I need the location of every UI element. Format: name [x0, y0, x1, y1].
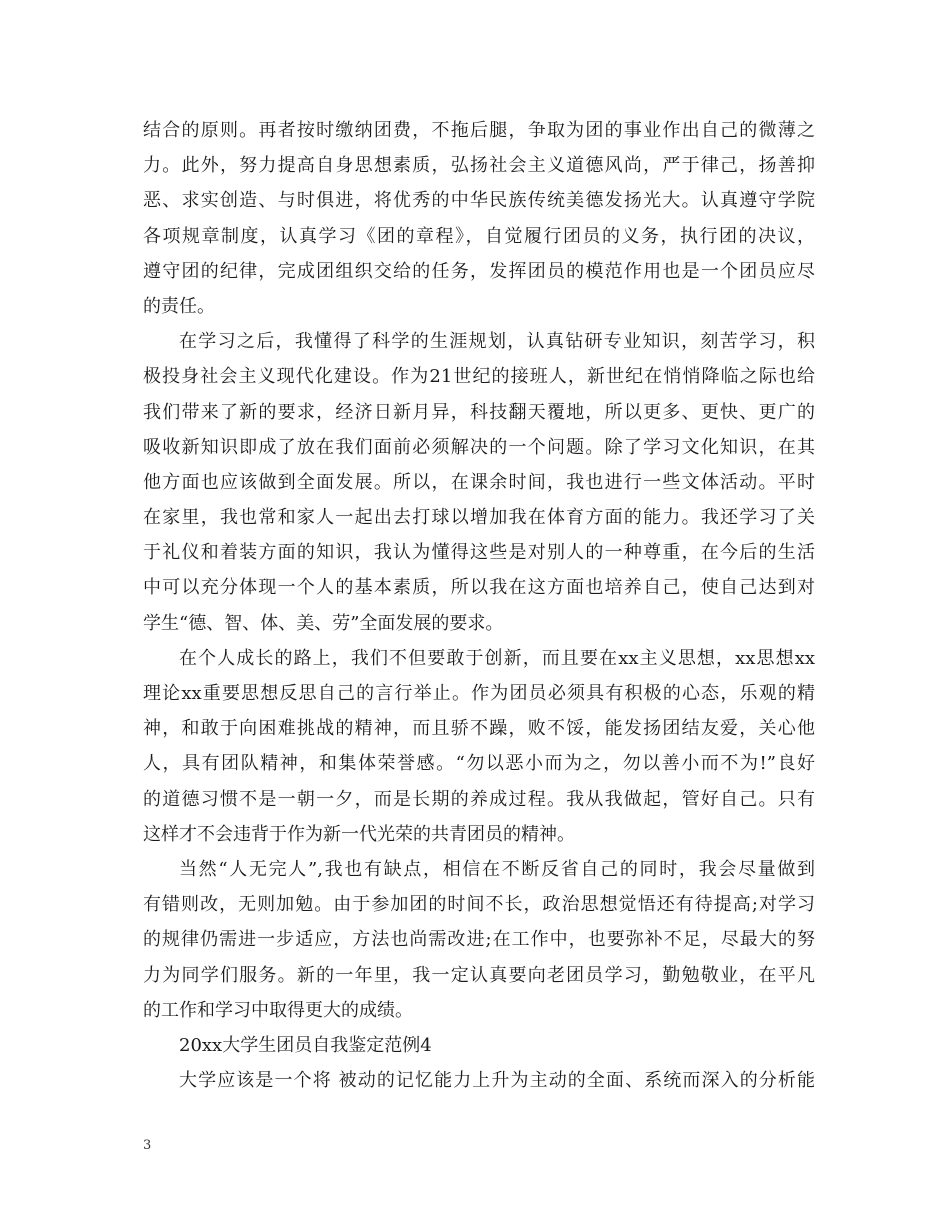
paragraph-line: 我们带来了新的要求，经济日新月异，科技翻天覆地，所以更多、更快、更广的 [143, 401, 815, 423]
paragraph-line: 于礼仪和着装方面的知识，我认为懂得这些是对别人的一种尊重，在今后的生活 [143, 542, 815, 564]
page-number: 3 [143, 1138, 152, 1153]
paragraph-line: 在家里，我也常和家人一起出去打球以增加我在体育方面的能力。我还学习了关 [143, 507, 815, 529]
paragraph-line: 结合的原则。再者按时缴纳团费，不拖后腿，争取为团的事业作出自己的微薄之 [143, 120, 815, 141]
paragraph-line: 人，具有团队精神，和集体荣誉感。“勿以恶小而为之，勿以善小而不为!”良好 [143, 753, 815, 775]
paragraph-line: 他方面也应该做到全面发展。所以，在课余时间，我也进行一些文体活动。平时 [143, 471, 815, 493]
paragraph-line: 的责任。 [143, 295, 215, 317]
paragraph-line: 理论xx重要思想反思自己的言行举止。作为团员必须具有积极的心态，乐观的精 [143, 683, 815, 704]
paragraph-line: 在学习之后，我懂得了科学的生涯规划，认真钻研专业知识，刻苦学习，积 [179, 331, 815, 353]
paragraph-line: 大学应该是一个将 被动的记忆能力上升为主动的全面、系统而深入的分析能 [179, 1070, 815, 1092]
paragraph-line: 神，和敢于向困难挑战的精神，而且骄不躁，败不馁，能发扬团结友爱，关心他 [143, 718, 815, 740]
body-text [143, 113, 815, 1098]
paragraph-line: 的工作和学习中取得更大的成绩。 [143, 999, 413, 1021]
paragraph-line: 力为同学们服务。新的一年里，我一定认真要向老团员学习，勤勉敬业，在平凡 [143, 964, 815, 986]
paragraph-line: 力。此外，努力提高自身思想素质，弘扬社会主义道德风尚，严于律己，扬善抑 [143, 155, 815, 177]
paragraph-line: 中可以充分体现一个人的基本素质，所以我在这方面也培养自己，使自己达到对 [143, 577, 815, 599]
paragraph-line: 学生“德、智、体、美、劳”全面发展的要求。 [143, 612, 504, 634]
section-heading: 20xx大学生团员自我鉴定范例4 [179, 1034, 432, 1056]
paragraph-line: 恶、求实创造、与时俱进，将优秀的中华民族传统美德发扬光大。认真遵守学院 [143, 190, 815, 212]
paragraph-line: 在个人成长的路上，我们不但要敢于创新，而且要在xx主义思想，xx思想xx [179, 647, 815, 669]
paragraph-line: 极投身社会主义现代化建设。作为21世纪的接班人，新世纪在悄悄降临之际也给 [143, 366, 815, 388]
paragraph-line: 遵守团的纪律，完成团组织交给的任务，发挥团员的模范作用也是一个团员应尽 [143, 260, 815, 282]
paragraph-line: 当然“人无完人”,我也有缺点，相信在不断反省自己的同时，我会尽量做到 [179, 858, 815, 880]
paragraph-line: 这样才不会违背于作为新一代光荣的共青团员的精神。 [143, 823, 575, 845]
paragraph-line: 有错则改，无则加勉。由于参加团的时间不长，政治思想觉悟还有待提高;对学习 [143, 894, 815, 916]
paragraph-line: 的规律仍需进一步适应，方法也尚需改进;在工作中，也要弥补不足，尽最大的努 [143, 929, 815, 951]
paragraph-line: 吸收新知识即成了放在我们面前必须解决的一个问题。除了学习文化知识，在其 [143, 436, 815, 458]
paragraph-line: 的道德习惯不是一朝一夕，而是长期的养成过程。我从我做起，管好自己。只有 [143, 788, 815, 810]
paragraph-line: 各项规章制度，认真学习《团的章程》，自觉履行团员的义务，执行团的决议， [143, 225, 815, 247]
